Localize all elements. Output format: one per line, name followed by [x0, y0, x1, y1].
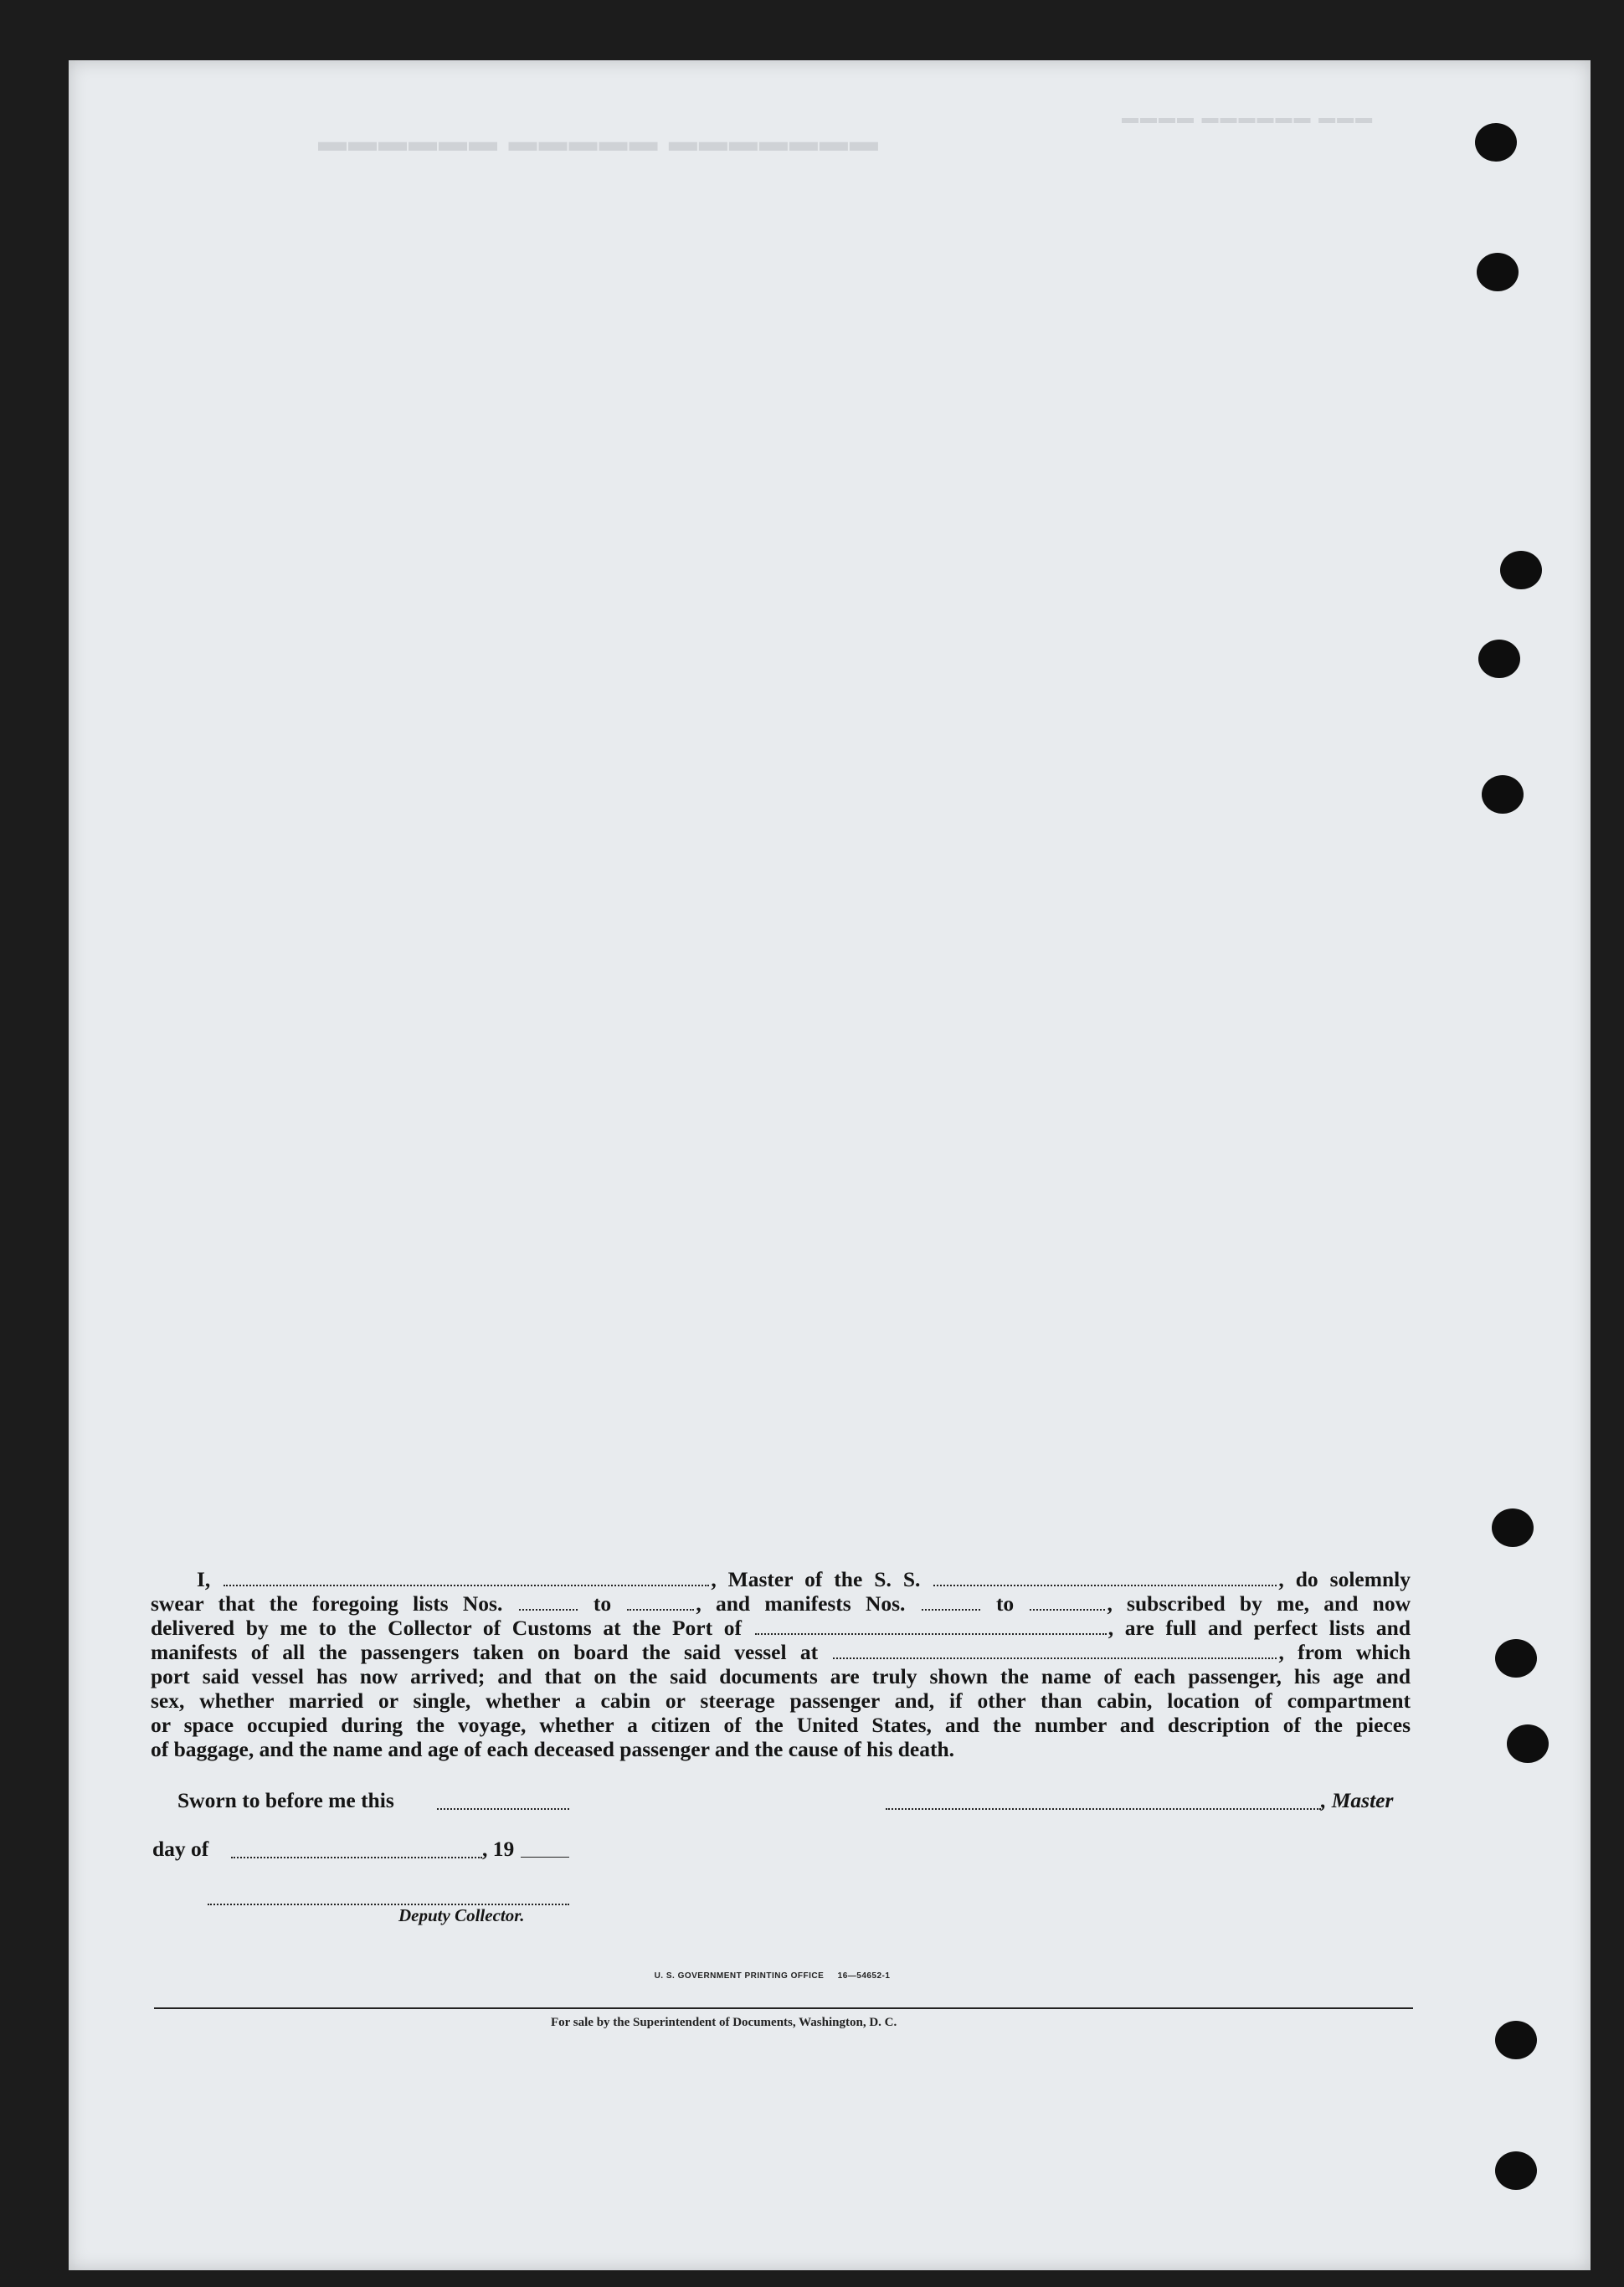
oath-line-4 — [151, 1640, 1411, 1664]
year-prefix — [482, 1837, 514, 1862]
sworn-date-blank[interactable] — [437, 1808, 569, 1810]
bleed-through-text: ▬▬▬▬ ▬▬▬▬▬▬ ▬▬▬ — [1122, 109, 1375, 127]
oath-text: delivered by me to the Collector of Customs at the Port of — [151, 1616, 743, 1640]
master-label — [1321, 1788, 1393, 1813]
punch-hole — [1495, 2151, 1537, 2190]
oath-text: I, — [197, 1567, 211, 1591]
day-text: day of — [152, 1837, 209, 1861]
port-blank[interactable] — [755, 1632, 1107, 1635]
punch-hole — [1478, 640, 1520, 678]
oath-text: to — [995, 1591, 1015, 1616]
oath-text: to — [593, 1591, 612, 1616]
oath-line-7: or space occupied during the voyage, whether a citizen of the United States, and the number and description of the pieces — [151, 1713, 1411, 1737]
oath-line-3 — [151, 1616, 1411, 1640]
name-blank[interactable] — [224, 1583, 709, 1586]
punch-hole — [1475, 123, 1517, 162]
footer-rule — [154, 2007, 1413, 2009]
punch-hole — [1495, 1639, 1537, 1678]
gpo-imprint — [649, 1962, 890, 1981]
oath-line-1 — [151, 1567, 1411, 1591]
manifest-from-blank[interactable] — [922, 1607, 980, 1611]
oath-line-6: sex, whether married or single, whether a cabin or steerage passenger and, if other than cabin, location of compartment — [151, 1688, 1411, 1713]
punch-hole — [1492, 1508, 1534, 1547]
list-to-blank[interactable] — [627, 1607, 694, 1611]
master-text: , Master — [1321, 1788, 1394, 1812]
month-blank[interactable] — [231, 1857, 482, 1858]
oath-text: , are full and perfect lists and — [1108, 1616, 1411, 1640]
year-text: , 19 — [482, 1837, 515, 1861]
oath-paragraph — [151, 1567, 1411, 1761]
sale-note — [551, 2016, 897, 2030]
sale-text: For sale by the Superintendent of Documents, Washington, D. C. — [551, 2016, 897, 2029]
deputy-label — [398, 1905, 525, 1926]
oath-text: manifests of all the passengers taken on board the said vessel at — [151, 1640, 819, 1664]
oath-text: , Master of the S. S. — [711, 1567, 921, 1591]
scanner-edge — [1591, 0, 1624, 2287]
year-blank[interactable] — [521, 1857, 569, 1858]
day-label — [152, 1837, 208, 1862]
bleed-through-text: ▬▬▬▬▬▬ ▬▬▬▬▬ ▬▬▬▬▬▬▬ — [318, 126, 880, 157]
punch-hole — [1477, 253, 1519, 291]
list-from-blank[interactable] — [519, 1607, 578, 1611]
master-signature-blank[interactable] — [886, 1808, 1321, 1810]
oath-text: , from which — [1278, 1640, 1411, 1664]
oath-line-8: of baggage, and the name and age of each deceased passenger and the cause of his death. — [151, 1737, 955, 1761]
oath-text: , and manifests Nos. — [696, 1591, 906, 1616]
deputy-text: Deputy Collector. — [398, 1905, 525, 1925]
oath-text: , subscribed by me, and now — [1107, 1591, 1411, 1616]
gpo-text: U. S. GOVERNMENT PRINTING OFFICE 16—54652-1 — [654, 1971, 891, 1981]
sworn-text: Sworn to before me this — [177, 1788, 394, 1812]
oath-line-2 — [151, 1591, 1411, 1616]
punch-hole — [1500, 551, 1542, 589]
oath-text: , do solemnly — [1278, 1567, 1411, 1591]
manifest-to-blank[interactable] — [1030, 1607, 1105, 1611]
punch-hole — [1482, 775, 1524, 814]
form-page — [69, 60, 1591, 2270]
punch-hole — [1495, 2021, 1537, 2059]
vessel-blank[interactable] — [933, 1583, 1277, 1586]
oath-text: swear that the foregoing lists Nos. — [151, 1591, 503, 1616]
sworn-label — [177, 1788, 394, 1813]
departure-port-blank[interactable] — [833, 1656, 1277, 1659]
punch-hole — [1507, 1724, 1549, 1763]
oath-line-5: port said vessel has now arrived; and that on the said documents are truly shown the name of each passenger, his age and — [151, 1664, 1411, 1688]
